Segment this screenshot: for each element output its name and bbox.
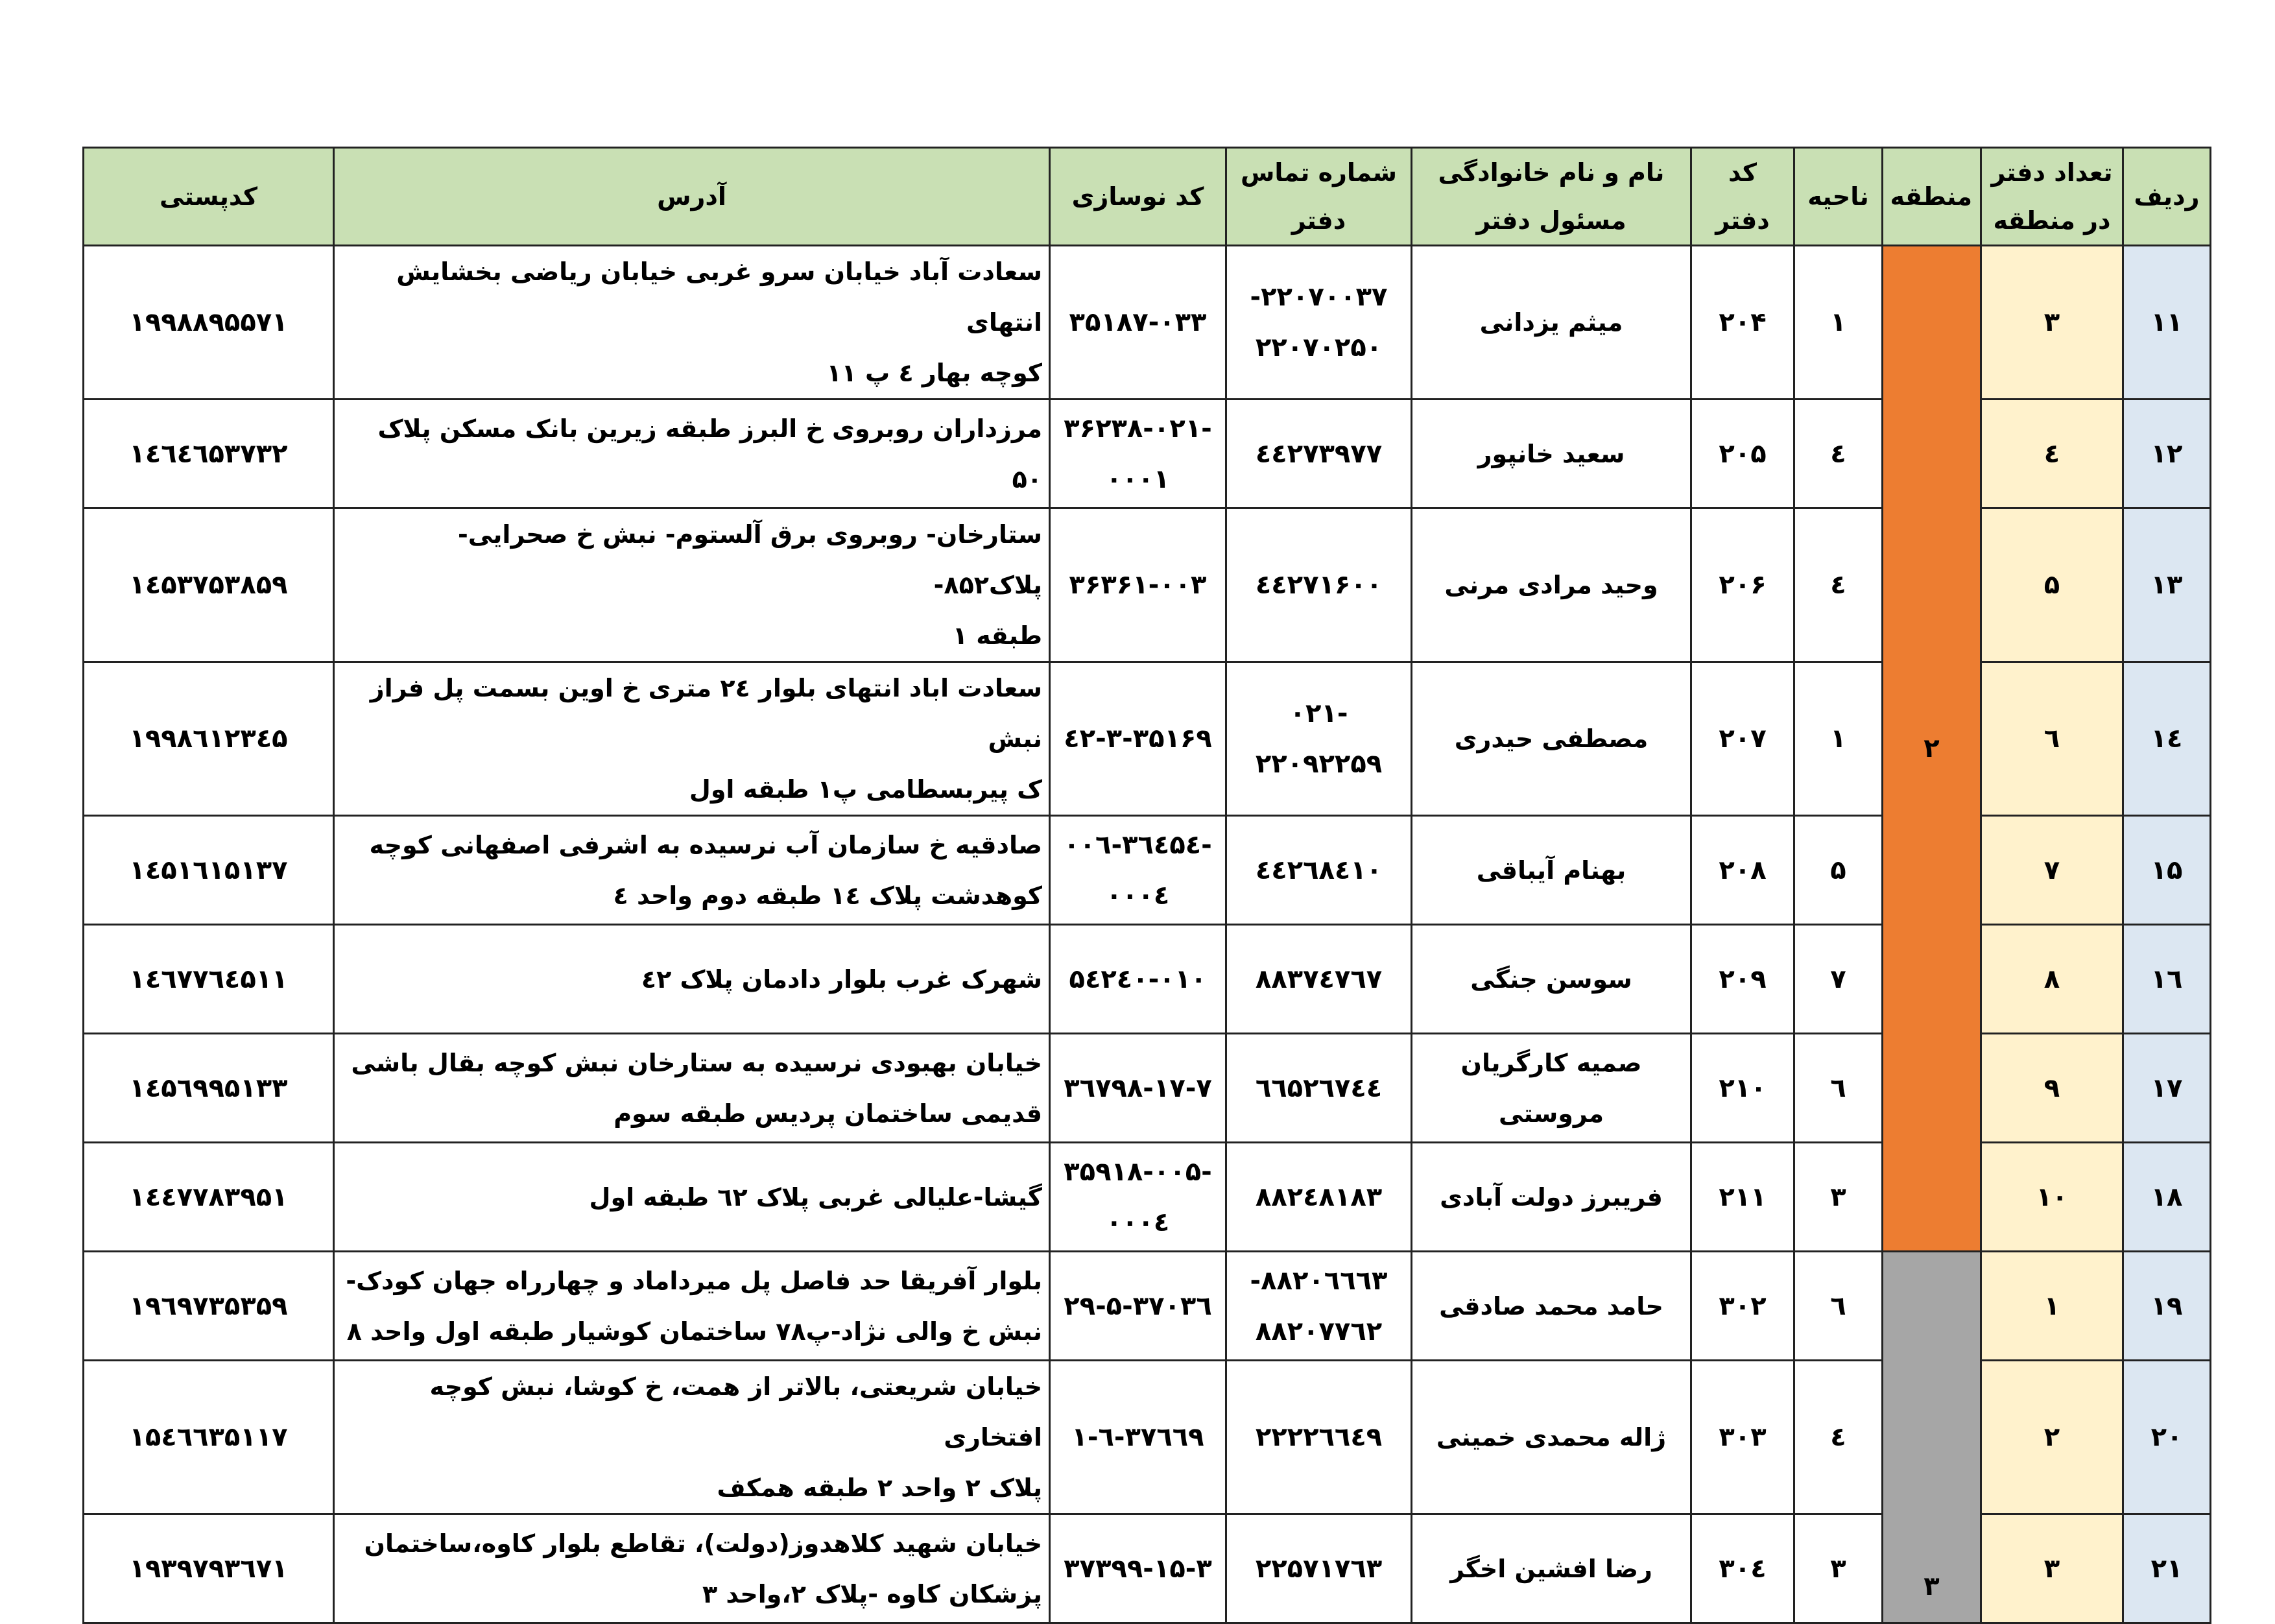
district-value: ۵ — [1830, 855, 1846, 885]
manager-name: سعید خانپور — [1477, 439, 1625, 468]
renovation-code-cell — [1050, 1514, 1226, 1623]
region-cell — [1883, 1252, 1981, 1623]
count-cell — [1981, 1034, 2123, 1143]
address-line2: ک پیربسطامی پ۱ طبقه اول — [689, 775, 1042, 804]
header-address — [334, 148, 1050, 246]
phone-line1: ٤٤۲٦۸٤۱۰ — [1255, 855, 1383, 885]
header-count-line2: در منطقه — [1993, 206, 2111, 235]
address-line2: طبقه ۱ — [952, 621, 1042, 650]
header-postal-code-label: کدپستی — [160, 182, 257, 211]
office-code-value: ۲۱۰ — [1719, 1073, 1767, 1103]
office-code-cell — [1691, 1252, 1794, 1361]
address-cell — [334, 246, 1050, 400]
renovation-code-cell — [1050, 246, 1226, 400]
count-value: ۷ — [2043, 855, 2060, 885]
radif-value: ۱٤ — [2150, 724, 2183, 754]
phone-cell — [1226, 508, 1412, 662]
phone-line1: ۲۲۲۲٦٦٤۹ — [1255, 1422, 1383, 1452]
district-value: ٤ — [1830, 438, 1846, 469]
address-line1: مرزداران روبروی خ البرز طبقه زیرین بانک مسکن پلاک ۵۰ — [377, 414, 1042, 494]
address-line1: خیابان شریعتی، بالاتر از همت، خ کوشا، نبش کوچه افتخاری — [429, 1372, 1042, 1451]
postal-code-value: ۱٤٦۷۷٦٤۵۱۱ — [129, 964, 288, 994]
address-line2: کوهدشت پلاک ۱٤ طبقه دوم واحد ٤ — [613, 881, 1042, 910]
district-value: ٤ — [1830, 570, 1846, 600]
count-value: ۳ — [2043, 307, 2060, 337]
renovation-code-line1: ۳۷۳۹۹-۱۵-۳ — [1064, 1553, 1212, 1584]
postal-code-value: ۱٤۵۳۷۵۳۸۵۹ — [129, 570, 288, 600]
count-cell — [1981, 508, 2123, 662]
phone-cell — [1226, 925, 1412, 1034]
postal-code-value: ۱۹۳۹۷۹۳٦۷۱ — [129, 1553, 288, 1584]
office-code-value: ۲۰۷ — [1719, 724, 1767, 754]
renovation-code-line1: ۳۶۳۶۱-۰۰۳ — [1069, 570, 1207, 600]
district-value: ۱ — [1830, 307, 1846, 337]
office-code-cell — [1691, 816, 1794, 925]
table-body — [84, 246, 2211, 1623]
postal-code-value: ۱۵٤٦٦۳۵۱۱۷ — [129, 1422, 288, 1452]
renovation-code-line1: -۳۶۲۳۸-۰۲۱ — [1064, 413, 1212, 444]
count-cell — [1981, 1361, 2123, 1514]
renovation-code-line1: ۳٦۷۹۸-۱۷-۷ — [1064, 1073, 1212, 1103]
phone-line1: ٦٦۵۲٦۷٤٤ — [1255, 1073, 1383, 1103]
postal-code-cell — [84, 925, 334, 1034]
office-code-value: ۳۰٤ — [1719, 1553, 1767, 1584]
count-cell — [1981, 246, 2123, 400]
header-office-code-label: کد دفتر — [1715, 158, 1770, 235]
radif-cell — [2123, 662, 2211, 816]
header-phone-line1: شماره تماس — [1240, 158, 1398, 187]
renovation-code-cell — [1050, 1034, 1226, 1143]
district-cell — [1794, 816, 1883, 925]
count-cell — [1981, 1514, 2123, 1623]
address-cell — [334, 1034, 1050, 1143]
header-district-label: ناحیه — [1807, 182, 1869, 211]
header-district — [1794, 148, 1883, 246]
phone-cell — [1226, 1143, 1412, 1252]
postal-code-cell — [84, 1514, 334, 1623]
manager-name: فریبرز دولت آبادی — [1440, 1182, 1663, 1212]
radif-value: ۱۸ — [2150, 1182, 2183, 1212]
postal-code-value: ۱٤۵۱٦۱۵۱۳۷ — [129, 855, 288, 885]
district-cell — [1794, 508, 1883, 662]
manager-name: مصطفی حیدری — [1454, 724, 1649, 753]
address-line1: ستارخان- روبروی برق آلستوم- نبش خ صحرایی- پلاک۸۵۲- — [457, 520, 1042, 599]
district-cell — [1794, 662, 1883, 816]
postal-code-cell — [84, 1361, 334, 1514]
renovation-code-line2: ۰۰۰٤ — [1106, 1207, 1170, 1237]
postal-code-value: ۱٤٦٤٦۵۳۷۳۲ — [129, 438, 288, 469]
header-phone-line2: دفتر — [1291, 206, 1346, 235]
postal-code-cell — [84, 816, 334, 925]
phone-line1: ۸۸۲۰٦٦٦۳- — [1250, 1265, 1388, 1296]
renovation-code-cell — [1050, 816, 1226, 925]
header-phone — [1226, 148, 1412, 246]
manager-cell — [1412, 246, 1691, 400]
postal-code-cell — [84, 508, 334, 662]
phone-line1: ٤٤۲۷۱۶۰۰ — [1255, 570, 1383, 600]
office-code-value: ۲۰۵ — [1719, 438, 1767, 469]
manager-name: حامد محمد صادقی — [1439, 1291, 1663, 1320]
manager-cell — [1412, 816, 1691, 925]
radif-cell — [2123, 1143, 2211, 1252]
count-value: ۲ — [2043, 1422, 2060, 1452]
count-value: ٦ — [2043, 724, 2060, 754]
phone-line1: ۲۲۵۷۱۷٦۳ — [1255, 1553, 1383, 1584]
office-code-value: ۲۰۶ — [1719, 570, 1767, 600]
district-value: ٦ — [1830, 1291, 1846, 1321]
header-renovation-code-label: کد نوسازی — [1071, 182, 1204, 211]
address-cell — [334, 508, 1050, 662]
radif-value: ۱۱ — [2150, 307, 2183, 337]
address-cell — [334, 1361, 1050, 1514]
table-row — [84, 1252, 2211, 1361]
office-code-value: ۲۰۴ — [1719, 307, 1767, 337]
manager-name: رضا افشین اخگر — [1450, 1554, 1652, 1583]
office-code-cell — [1691, 246, 1794, 400]
header-manager-line2: مسئول دفتر — [1476, 206, 1626, 235]
address-cell — [334, 925, 1050, 1034]
radif-cell — [2123, 1034, 2211, 1143]
district-value: ٦ — [1830, 1073, 1846, 1103]
manager-name: وحید مرادی مرنی — [1444, 571, 1658, 599]
manager-cell — [1412, 662, 1691, 816]
address-line1: گیشا-علیالی غربی پلاک ٦۲ طبقه اول — [589, 1182, 1042, 1212]
count-cell — [1981, 1143, 2123, 1252]
header-manager — [1412, 148, 1691, 246]
renovation-code-line1: ۳۷۰۳٦-۲۹-۵ — [1064, 1291, 1212, 1321]
address-line1: بلوار آفریقا حد فاصل پل میرداماد و چهارراه جهان کودک- — [346, 1266, 1042, 1295]
office-code-cell — [1691, 662, 1794, 816]
renovation-code-cell — [1050, 400, 1226, 508]
manager-cell — [1412, 400, 1691, 508]
district-cell — [1794, 1514, 1883, 1623]
address-line1: خیابان بهبودی نرسیده به ستارخان نبش کوچه بقال باشی — [351, 1048, 1042, 1077]
header-postal-code — [84, 148, 334, 246]
radif-cell — [2123, 1514, 2211, 1623]
region-label: ۳ — [1924, 1571, 1940, 1601]
renovation-code-cell — [1050, 1252, 1226, 1361]
renovation-code-cell — [1050, 662, 1226, 816]
district-value: ۷ — [1830, 964, 1846, 994]
postal-code-value: ۱۹٦۹۷۳۵۳۵۹ — [129, 1291, 288, 1321]
radif-value: ۱۹ — [2150, 1291, 2183, 1321]
phone-cell — [1226, 246, 1412, 400]
postal-code-cell — [84, 1034, 334, 1143]
count-cell — [1981, 1252, 2123, 1361]
renovation-code-line1: ۵٤۲٤۰-۰۱۰ — [1069, 964, 1207, 994]
phone-line1: ۸۸۳۷٤۷٦۷ — [1255, 964, 1383, 994]
office-code-value: ۲۰۸ — [1719, 855, 1767, 885]
radif-cell — [2123, 925, 2211, 1034]
count-value: ۱ — [2043, 1291, 2060, 1321]
office-code-cell — [1691, 400, 1794, 508]
count-value: ٤ — [2043, 438, 2060, 469]
count-value: ۱۰ — [2036, 1182, 2068, 1212]
phone-line2: ۲۲۰۷۰۲۵۰ — [1255, 333, 1383, 363]
radif-value: ۱۷ — [2150, 1073, 2183, 1103]
address-cell — [334, 400, 1050, 508]
radif-cell — [2123, 816, 2211, 925]
address-line2: نبش خ والی نژاد-پ۷۸ ساختمان کوشیار طبقه اول واحد ۸ — [346, 1317, 1042, 1346]
renovation-code-line1: -۳٦٤۵٤-۰۰٦ — [1064, 830, 1212, 860]
header-renovation-code — [1050, 148, 1226, 246]
renovation-code-line2: ۰۰۰۱ — [1106, 464, 1170, 494]
region-label: ۲ — [1924, 734, 1940, 763]
header-count-line1: تعداد دفتر — [1991, 158, 2113, 187]
renovation-code-line2: ۰۰۰٤ — [1106, 880, 1170, 911]
count-cell — [1981, 400, 2123, 508]
radif-cell — [2123, 1252, 2211, 1361]
header-manager-line1: نام و نام خانوادگی — [1438, 158, 1665, 187]
address-line1: خیابان شهید کلاهدوز(دولت)، تقاطع بلوار کاوه،ساختمان — [364, 1529, 1042, 1558]
district-cell — [1794, 1143, 1883, 1252]
header-region-label: منطقه — [1890, 182, 1972, 211]
count-cell — [1981, 925, 2123, 1034]
renovation-code-line1: ۳۷٦٦۹-٦-۱ — [1071, 1422, 1204, 1452]
postal-code-value: ۱۹۹۸۸۹۵۵۷۱ — [129, 307, 288, 337]
address-line2: پلاک ۲ واحد ۲ طبقه همکف — [717, 1474, 1042, 1502]
address-line1: شهرک غرب بلوار دادمان پلاک ٤۲ — [641, 964, 1042, 994]
phone-cell — [1226, 1034, 1412, 1143]
district-cell — [1794, 400, 1883, 508]
district-value: ٤ — [1830, 1422, 1846, 1452]
address-line1: صادقیه خ سازمان آب نرسیده به اشرفی اصفهانی کوچه — [369, 830, 1042, 859]
renovation-code-line1: ۳۵۱۸۷-۰۳۳ — [1069, 307, 1207, 337]
office-code-cell — [1691, 1143, 1794, 1252]
office-code-cell — [1691, 925, 1794, 1034]
address-cell — [334, 1252, 1050, 1361]
phone-cell — [1226, 400, 1412, 508]
office-code-cell — [1691, 1361, 1794, 1514]
phone-line2: ۲۲۰۹۲۲۵۹ — [1255, 749, 1383, 779]
manager-cell — [1412, 1143, 1691, 1252]
district-value: ۳ — [1830, 1553, 1846, 1584]
radif-cell — [2123, 508, 2211, 662]
phone-cell — [1226, 1252, 1412, 1361]
manager-cell — [1412, 1514, 1691, 1623]
district-cell — [1794, 1034, 1883, 1143]
table-row — [84, 246, 2211, 400]
radif-cell — [2123, 1361, 2211, 1514]
address-line1: سعادت آباد خیابان سرو غربی خیابان ریاضی بخشایش انتهای — [396, 257, 1042, 337]
region-cell — [1883, 246, 1981, 1252]
count-cell — [1981, 662, 2123, 816]
office-code-value: ۲۱۱ — [1719, 1182, 1767, 1212]
radif-value: ۲۱ — [2150, 1553, 2183, 1584]
document-sheet — [82, 147, 2209, 1624]
count-value: ۵ — [2043, 570, 2060, 600]
postal-code-cell — [84, 400, 334, 508]
address-cell — [334, 1514, 1050, 1623]
office-code-cell — [1691, 508, 1794, 662]
manager-name: سوسن جنگی — [1470, 964, 1632, 994]
postal-code-cell — [84, 1252, 334, 1361]
phone-line1: ۸۸۲٤۸۱۸۳ — [1255, 1182, 1383, 1212]
address-line2: پزشکان کاوه -پلاک ۲،واحد ۳ — [702, 1579, 1042, 1608]
renovation-code-line1: ۳۵۱۶۹-٤۲-۳ — [1064, 724, 1212, 754]
office-code-cell — [1691, 1514, 1794, 1623]
renovation-code-cell — [1050, 925, 1226, 1034]
header-count — [1981, 148, 2123, 246]
header-office-code — [1691, 148, 1794, 246]
manager-name: میثم یزدانی — [1479, 308, 1623, 337]
radif-value: ۱۳ — [2150, 570, 2183, 600]
manager-cell — [1412, 1252, 1691, 1361]
manager-name: ژاله محمدی خمینی — [1436, 1423, 1667, 1451]
renovation-code-cell — [1050, 508, 1226, 662]
radif-value: ۲۰ — [2150, 1422, 2183, 1452]
manager-cell — [1412, 1361, 1691, 1514]
phone-cell — [1226, 1514, 1412, 1623]
phone-cell — [1226, 662, 1412, 816]
phone-line1: ٤٤۲۷۳۹۷۷ — [1255, 438, 1383, 469]
renovation-code-cell — [1050, 1143, 1226, 1252]
district-cell — [1794, 1361, 1883, 1514]
manager-cell — [1412, 1034, 1691, 1143]
postal-code-value: ۱۹۹۸٦۱۲۳٤۵ — [129, 724, 288, 754]
office-code-value: ۳۰۲ — [1719, 1291, 1767, 1321]
radif-cell — [2123, 246, 2211, 400]
postal-code-value: ۱٤۵٦۹۹۵۱۳۳ — [129, 1073, 288, 1103]
radif-value: ۱٦ — [2150, 964, 2183, 994]
header-row — [84, 148, 2211, 246]
office-code-value: ۲۰۹ — [1719, 964, 1767, 994]
office-code-value: ۳۰۳ — [1719, 1422, 1767, 1452]
manager-name: بهنام آیباقی — [1476, 855, 1626, 885]
renovation-code-line1: -۳۵۹۱۸-۰۰۵ — [1064, 1156, 1212, 1187]
phone-cell — [1226, 1361, 1412, 1514]
address-cell — [334, 1143, 1050, 1252]
count-value: ۹ — [2043, 1073, 2060, 1103]
radif-value: ۱۲ — [2150, 438, 2183, 469]
radif-value: ۱۵ — [2150, 855, 2183, 885]
district-value: ۱ — [1830, 724, 1846, 754]
address-cell — [334, 662, 1050, 816]
address-line1: سعادت اباد انتهای بلوار ۲٤ متری خ اوین بسمت پل فراز نبش — [370, 674, 1042, 753]
radif-cell — [2123, 400, 2211, 508]
renovation-code-cell — [1050, 1361, 1226, 1514]
phone-cell — [1226, 816, 1412, 925]
office-code-cell — [1691, 1034, 1794, 1143]
district-cell — [1794, 1252, 1883, 1361]
header-address-label: آدرس — [657, 182, 726, 211]
district-cell — [1794, 925, 1883, 1034]
district-cell — [1794, 246, 1883, 400]
phone-line2: ۸۸۲۰۷۷٦۲ — [1255, 1316, 1383, 1346]
phone-line1: -۰۲۱ — [1289, 699, 1348, 728]
offices-table — [82, 147, 2211, 1624]
postal-code-cell — [84, 662, 334, 816]
phone-line1: ۲۲۰۷۰۰۳۷- — [1250, 282, 1388, 312]
count-value: ۳ — [2043, 1553, 2060, 1584]
count-cell — [1981, 816, 2123, 925]
manager-cell — [1412, 925, 1691, 1034]
postal-code-value: ۱٤٤۷۷۸۳۹۵۱ — [129, 1182, 288, 1212]
district-value: ۳ — [1830, 1182, 1846, 1212]
address-line2: قدیمی ساختمان پردیس طبقه سوم — [613, 1099, 1042, 1128]
manager-name: صمیه کارگریان مروستی — [1460, 1048, 1642, 1128]
header-region — [1883, 148, 1981, 246]
postal-code-cell — [84, 246, 334, 400]
postal-code-cell — [84, 1143, 334, 1252]
address-cell — [334, 816, 1050, 925]
address-line2: کوچه بهار ٤ پ ۱۱ — [826, 359, 1042, 387]
header-radif-label: ردیف — [2134, 182, 2200, 211]
manager-cell — [1412, 508, 1691, 662]
count-value: ۸ — [2043, 964, 2060, 994]
header-radif — [2123, 148, 2211, 246]
